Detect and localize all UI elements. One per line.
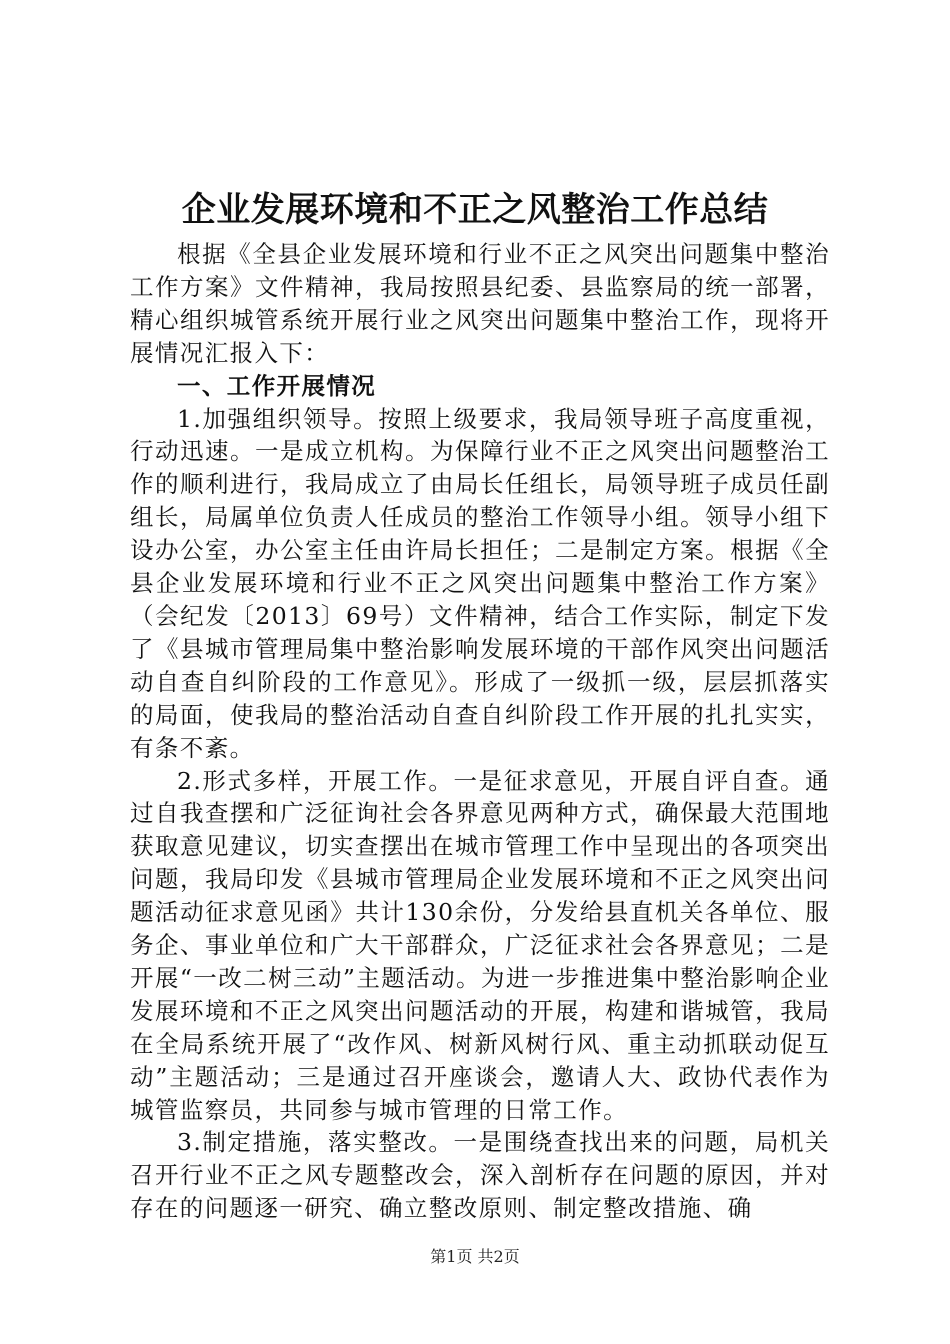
intro-paragraph: 根据《全县企业发展环境和行业不正之风突出问题集中整治工作方案》文件精神，我局按照县纪委、县监察局的统一部署，精心组织城管系统开展行业之风突出问题集中整治工作，现将开展情况汇报入下：: [130, 240, 830, 367]
body-paragraph-3: 3.制定措施，落实整改。一是围绕查找出来的问题，局机关召开行业不正之风专题整改会，深入剖析存在问题的原因，并对存在的问题逐一研究、确立整改原则、制定整改措施、确: [130, 1128, 830, 1223]
body-paragraph-1: 1.加强组织领导。按照上级要求，我局领导班子高度重视，行动迅速。一是成立机构。为保障行业不正之风突出问题整治工作的顺利进行，我局成立了由局长任组长，局领导班子成员任副组长，局属单位负责人任成员的整治工作领导小组。领导小组下设办公室，办公室主任由许局长担任；二是制定方案。根据《全县企业发展环境和行业不正之风突出问题集中整治工作方案》（会纪发〔2013〕69号）文件精神，结合工作实际，制定下发了《县城市管理局集中整治影响发展环境的干部作风突出问题活动自查自纠阶段的工作意见》。形成了一级抓一级，层层抓落实的局面，使我局的整治活动自查自纠阶段工作开展的扎扎实实，有条不紊。: [130, 404, 830, 762]
document-title: 企业发展环境和不正之风整治工作总结: [181, 190, 769, 230]
section-heading: 一、工作开展情况: [177, 371, 377, 400]
body-paragraph-2: 2.形式多样，开展工作。一是征求意见，开展自评自查。通过自我查摆和广泛征询社会各界意见两种方式，确保最大范围地获取意见建议，切实查摆出在城市管理工作中呈现出的各项突出问题，我局印发《县城市管理局企业发展环境和不正之风突出问题活动征求意见函》共计130余份，分发给县直机关各单位、服务企、事业单位和广大干部群众，广泛征求社会各界意见；二是开展“一改二树三动”主题活动。为进一步推进集中整治影响企业发展环境和不正之风突出问题活动的开展，构建和谐城管，我局在全局系统开展了“改作风、树新风树行风、重主动抓联动促互动”主题活动；三是通过召开座谈会，邀请人大、政协代表作为城管监察员，共同参与城市管理的日常工作。: [130, 766, 830, 1124]
page-footer: 第1页 共2页: [430, 1247, 520, 1266]
document-body: [130, 238, 830, 1225]
